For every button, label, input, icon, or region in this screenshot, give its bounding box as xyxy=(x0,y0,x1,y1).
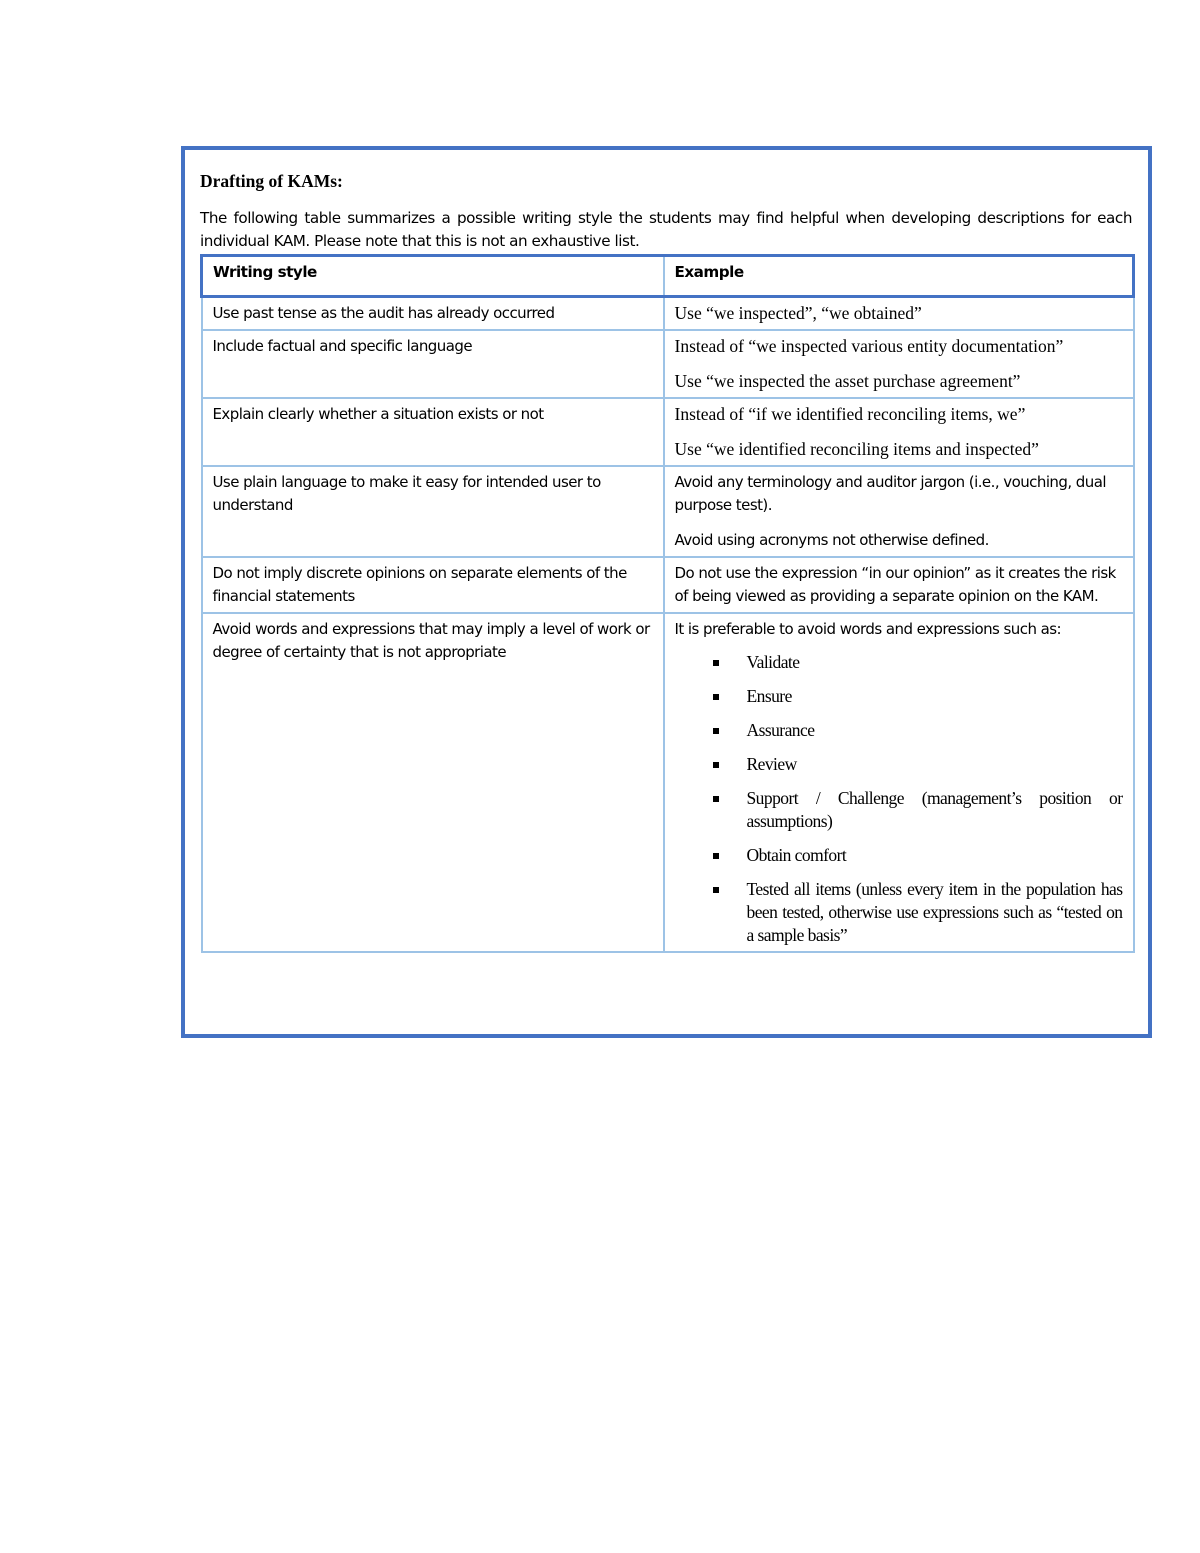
list-item-text: Assurance xyxy=(746,720,815,740)
writing-style-cell xyxy=(202,613,664,952)
example-cell xyxy=(664,557,1134,613)
list-item-text: Support / Challenge (management’s position or assumptions) xyxy=(746,788,1123,831)
writing-style-cell xyxy=(202,557,664,613)
intro-paragraph: The following table summarizes a possible writing style the students may find helpful when developing descriptions for each individual KAM. Please note that this is not an exhaustive list. xyxy=(200,209,1132,250)
square-bullet-icon xyxy=(713,660,719,666)
list-item-text: Review xyxy=(746,754,797,774)
square-bullet-icon xyxy=(713,887,719,893)
writing-style-text: Do not imply discrete opinions on separate elements of the financial statements xyxy=(212,564,627,605)
example-cell xyxy=(664,330,1134,398)
example-cell xyxy=(664,613,1134,952)
square-bullet-icon xyxy=(713,694,719,700)
writing-style-text: Use past tense as the audit has already occurred xyxy=(212,304,555,322)
example-text: Use “we inspected the asset purchase agreement” xyxy=(674,371,1021,391)
example-text: Use “we identified reconciling items and inspected” xyxy=(674,439,1039,459)
square-bullet-icon xyxy=(713,728,719,734)
table-header-row xyxy=(202,256,1134,297)
writing-style-text: Explain clearly whether a situation exists or not xyxy=(212,405,544,423)
square-bullet-icon xyxy=(713,762,719,768)
list-item xyxy=(675,787,1123,833)
table-row xyxy=(202,398,1134,466)
square-bullet-icon xyxy=(713,853,719,859)
table-row xyxy=(202,330,1134,398)
writing-style-cell xyxy=(202,330,664,398)
example-text: Instead of “we inspected various entity documentation” xyxy=(674,336,1064,356)
list-item xyxy=(675,685,1123,708)
example-text: Instead of “if we identified reconciling items, we” xyxy=(674,404,1026,424)
table-row xyxy=(202,466,1134,557)
list-item-text: Validate xyxy=(746,652,800,672)
writing-style-text: Avoid words and expressions that may imply a level of work or degree of certainty that is not appropriate xyxy=(212,620,650,661)
writing-style-text: Include factual and specific language xyxy=(212,337,473,355)
writing-style-table xyxy=(200,254,1135,953)
list-item-text: Ensure xyxy=(746,686,792,706)
writing-style-cell xyxy=(202,466,664,557)
example-text: Avoid any terminology and auditor jargon (i.e., vouching, dual purpose test). xyxy=(674,473,1106,514)
example-text: Do not use the expression “in our opinion” as it creates the risk of being viewed as providing a separate opinion on the KAM. xyxy=(674,564,1116,605)
header-writing-style: Writing style xyxy=(202,256,664,297)
table-row xyxy=(202,557,1134,613)
table-row xyxy=(202,297,1134,331)
square-bullet-icon xyxy=(713,796,719,802)
list-item-text: Tested all items (unless every item in the population has been tested, otherwise use expressions such as “tested on a sample basis” xyxy=(746,879,1123,945)
list-item xyxy=(675,719,1123,742)
list-item xyxy=(675,878,1123,947)
list-item xyxy=(675,844,1123,867)
example-text: It is preferable to avoid words and expressions such as: xyxy=(674,620,1062,638)
list-item-text: Obtain comfort xyxy=(746,845,847,865)
writing-style-text: Use plain language to make it easy for intended user to understand xyxy=(212,473,601,514)
avoid-words-list xyxy=(675,651,1123,947)
writing-style-cell xyxy=(202,398,664,466)
table-row xyxy=(202,613,1134,952)
example-cell xyxy=(664,466,1134,557)
example-cell xyxy=(664,297,1134,331)
example-text: Use “we inspected”, “we obtained” xyxy=(674,303,922,323)
writing-style-cell xyxy=(202,297,664,331)
list-item xyxy=(675,753,1123,776)
header-example: Example xyxy=(664,256,1134,297)
document-title: Drafting of KAMs: xyxy=(200,171,343,191)
example-cell xyxy=(664,398,1134,466)
example-text: Avoid using acronyms not otherwise defined. xyxy=(674,531,989,549)
list-item xyxy=(675,651,1123,674)
